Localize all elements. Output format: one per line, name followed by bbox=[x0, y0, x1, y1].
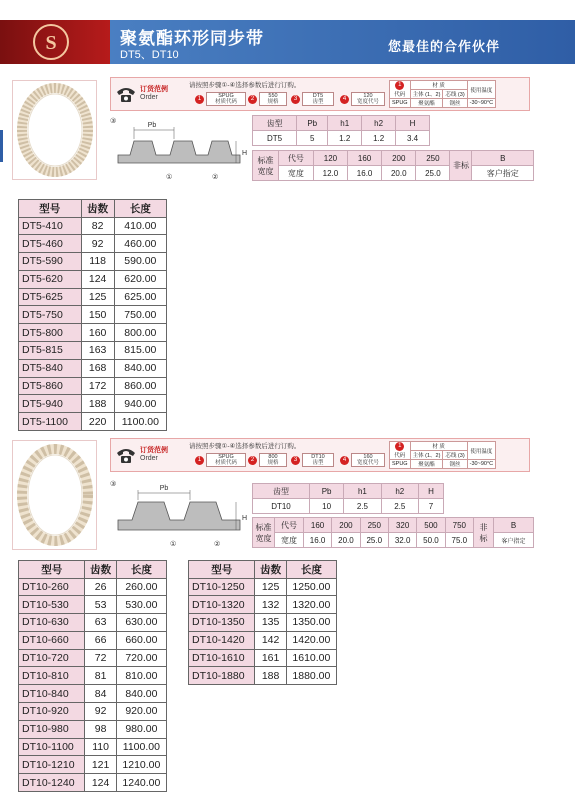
length-cell: 1210.00 bbox=[116, 756, 166, 774]
teeth-cell: 53 bbox=[85, 596, 116, 614]
width-code: 120 bbox=[313, 151, 347, 166]
width-row-label: 宽度 bbox=[279, 166, 314, 181]
table-row bbox=[19, 359, 167, 377]
teeth-cell: 168 bbox=[81, 359, 114, 377]
step-caption: 齿型 bbox=[312, 99, 324, 105]
marker-3: ③ bbox=[110, 118, 117, 125]
nonstd-code: B bbox=[493, 518, 533, 533]
step-number: 1 bbox=[195, 95, 204, 104]
teeth-cell: 72 bbox=[85, 649, 116, 667]
width-value: 25.0 bbox=[360, 533, 388, 548]
width-value: 12.0 bbox=[313, 166, 347, 181]
table-row bbox=[19, 720, 167, 738]
teeth-cell: 26 bbox=[85, 578, 116, 596]
step-caption: 规格 bbox=[267, 460, 279, 466]
marker-2: ② bbox=[212, 174, 219, 181]
teeth-cell: 125 bbox=[81, 288, 114, 306]
teeth-cell: 160 bbox=[81, 324, 114, 342]
table-row bbox=[19, 756, 167, 774]
body-material: 聚氨酯 bbox=[410, 460, 443, 469]
teeth-cell: 124 bbox=[85, 774, 116, 792]
spec-cell: 7 bbox=[418, 499, 443, 514]
teeth-cell: 63 bbox=[85, 614, 116, 632]
col-header-teeth: 齿数 bbox=[81, 200, 114, 218]
model-cell: DT10-1240 bbox=[19, 774, 85, 792]
material-code-header bbox=[390, 81, 411, 99]
step-chip bbox=[302, 92, 334, 106]
spec-header: h2 bbox=[381, 484, 418, 499]
svg-text:S: S bbox=[45, 32, 57, 54]
code-label: 代号 bbox=[279, 151, 314, 166]
table-row bbox=[19, 342, 167, 360]
teeth-cell: 125 bbox=[255, 578, 286, 596]
table-row bbox=[19, 253, 167, 271]
step-caption: 宽度代号 bbox=[356, 99, 379, 105]
length-cell: 1240.00 bbox=[116, 774, 166, 792]
spec-cell: DT5 bbox=[253, 131, 297, 146]
table-row bbox=[19, 306, 167, 324]
model-cell: DT5-800 bbox=[19, 324, 82, 342]
material-header: 材 质 bbox=[410, 81, 467, 90]
step-value: 550 bbox=[268, 93, 278, 99]
spec-cell: 1.2 bbox=[362, 131, 396, 146]
material-header: 材 质 bbox=[410, 442, 467, 451]
pb-label: Pb bbox=[159, 485, 169, 492]
table-row bbox=[19, 395, 167, 413]
page-subtitle: DT5、DT10 bbox=[120, 49, 179, 61]
table-row bbox=[19, 614, 167, 632]
width-code: 200 bbox=[382, 151, 416, 166]
step-number: 1 bbox=[395, 81, 404, 90]
phone-icon bbox=[115, 84, 137, 104]
temp-header: 使用温度 bbox=[467, 442, 495, 460]
width-value: 25.0 bbox=[416, 166, 450, 181]
length-cell: 1320.00 bbox=[286, 596, 336, 614]
width-value: 16.0 bbox=[303, 533, 331, 548]
dt10-model-table-right bbox=[188, 560, 337, 685]
spec-header: h1 bbox=[328, 116, 362, 131]
length-cell: 920.00 bbox=[116, 703, 166, 721]
table-row bbox=[19, 235, 167, 253]
length-cell: 840.00 bbox=[114, 359, 166, 377]
width-code: 250 bbox=[360, 518, 388, 533]
model-cell: DT5-590 bbox=[19, 253, 82, 271]
length-cell: 1250.00 bbox=[286, 578, 336, 596]
width-value: 50.0 bbox=[417, 533, 445, 548]
table-row bbox=[19, 631, 167, 649]
spec-table-dt5 bbox=[252, 115, 430, 146]
model-cell: DT5-815 bbox=[19, 342, 82, 360]
order-instruction: 请按照步骤①-④选择参数后进行订购。 bbox=[189, 443, 301, 450]
width-code: 500 bbox=[417, 518, 445, 533]
spec-header: Pb bbox=[297, 116, 328, 131]
teeth-cell: 110 bbox=[85, 738, 116, 756]
pb-label: Pb bbox=[147, 122, 157, 129]
model-cell: DT10-920 bbox=[19, 703, 85, 721]
page-title: 聚氨酯环形同步带 bbox=[120, 29, 264, 48]
model-cell: DT10-980 bbox=[19, 720, 85, 738]
teeth-cell: 188 bbox=[81, 395, 114, 413]
teeth-cell: 163 bbox=[81, 342, 114, 360]
step-chip bbox=[351, 453, 385, 467]
width-value: 32.0 bbox=[388, 533, 416, 548]
step-number: 4 bbox=[340, 95, 349, 104]
temp-range: -30~90°C bbox=[467, 460, 495, 469]
col-header-model: 型号 bbox=[19, 200, 82, 218]
model-cell: DT10-720 bbox=[19, 649, 85, 667]
length-cell: 1610.00 bbox=[286, 649, 336, 667]
model-cell: DT5-620 bbox=[19, 270, 82, 288]
length-cell: 1100.00 bbox=[114, 413, 166, 431]
col-header-length: 长度 bbox=[114, 200, 166, 218]
body-material: 聚氨酯 bbox=[410, 99, 443, 108]
temp-header: 使用温度 bbox=[467, 81, 495, 99]
table-row bbox=[19, 667, 167, 685]
teeth-cell: 82 bbox=[81, 217, 114, 235]
length-cell: 260.00 bbox=[116, 578, 166, 596]
material-table bbox=[389, 80, 496, 108]
length-cell: 660.00 bbox=[116, 631, 166, 649]
teeth-cell: 84 bbox=[85, 685, 116, 703]
marker-2: ② bbox=[214, 541, 221, 548]
length-cell: 860.00 bbox=[114, 377, 166, 395]
material-code: SPUG bbox=[390, 460, 411, 469]
length-cell: 1880.00 bbox=[286, 667, 336, 685]
step-value: DT5 bbox=[312, 93, 324, 99]
step-number: 3 bbox=[291, 456, 300, 465]
col-header-teeth: 齿数 bbox=[85, 561, 116, 579]
length-cell: 720.00 bbox=[116, 649, 166, 667]
table-row bbox=[19, 377, 167, 395]
step-value: DT10 bbox=[311, 454, 325, 460]
order-example-strip-dt5 bbox=[110, 77, 530, 111]
model-cell: DT10-1350 bbox=[189, 614, 255, 632]
std-width-label: 标准宽度 bbox=[253, 518, 275, 548]
model-cell: DT10-1880 bbox=[189, 667, 255, 685]
spec-cell: 5 bbox=[297, 131, 328, 146]
spec-header: 齿型 bbox=[253, 484, 310, 499]
model-cell: DT10-810 bbox=[19, 667, 85, 685]
step-number: 2 bbox=[248, 456, 257, 465]
teeth-cell: 150 bbox=[81, 306, 114, 324]
step-value: SPUG bbox=[218, 454, 234, 460]
table-row bbox=[189, 614, 337, 632]
model-cell: DT5-940 bbox=[19, 395, 82, 413]
table-row bbox=[19, 649, 167, 667]
step-number: 4 bbox=[340, 456, 349, 465]
core-material: 钢丝 bbox=[443, 99, 467, 108]
teeth-cell: 142 bbox=[255, 631, 286, 649]
width-code: 250 bbox=[416, 151, 450, 166]
width-table-dt5 bbox=[252, 150, 534, 181]
model-cell: DT10-1420 bbox=[189, 631, 255, 649]
spec-header: H bbox=[396, 116, 430, 131]
model-cell: DT5-750 bbox=[19, 306, 82, 324]
teeth-cell: 81 bbox=[85, 667, 116, 685]
body-header: 主体 (1、2) bbox=[410, 451, 443, 460]
width-value: 16.0 bbox=[348, 166, 382, 181]
step-chip bbox=[259, 453, 287, 467]
length-cell: 410.00 bbox=[114, 217, 166, 235]
length-cell: 630.00 bbox=[116, 614, 166, 632]
model-cell: DT10-530 bbox=[19, 596, 85, 614]
table-row bbox=[189, 667, 337, 685]
model-cell: DT5-410 bbox=[19, 217, 82, 235]
step-chip bbox=[351, 92, 385, 106]
col-header-length: 长度 bbox=[286, 561, 336, 579]
model-cell: DT5-460 bbox=[19, 235, 82, 253]
width-value: 20.0 bbox=[332, 533, 360, 548]
model-cell: DT5-840 bbox=[19, 359, 82, 377]
length-cell: 750.00 bbox=[114, 306, 166, 324]
core-header: 芯线 (3) bbox=[443, 90, 467, 99]
spec-cell: 2.5 bbox=[344, 499, 381, 514]
order-label: 订货范例 bbox=[140, 86, 168, 93]
step-value: SPUG bbox=[218, 93, 234, 99]
code-label: 代号 bbox=[275, 518, 304, 533]
step-chip bbox=[259, 92, 287, 106]
step-caption: 材质代码 bbox=[214, 99, 237, 105]
teeth-cell: 98 bbox=[85, 720, 116, 738]
length-cell: 1420.00 bbox=[286, 631, 336, 649]
table-row bbox=[19, 270, 167, 288]
spec-header: Pb bbox=[309, 484, 343, 499]
nonstd-label: 非标 bbox=[450, 151, 472, 181]
material-code: SPUG bbox=[390, 99, 411, 108]
belt-photo-dt10 bbox=[12, 440, 97, 550]
table-row bbox=[189, 596, 337, 614]
marker-3: ③ bbox=[110, 481, 117, 488]
table-row bbox=[19, 596, 167, 614]
nonstd-value: 客户指定 bbox=[472, 166, 534, 181]
step-caption: 齿型 bbox=[312, 460, 324, 466]
core-header: 芯线 (3) bbox=[443, 451, 467, 460]
spec-header: H bbox=[418, 484, 443, 499]
order-example-strip-dt10 bbox=[110, 438, 530, 472]
width-value: 20.0 bbox=[382, 166, 416, 181]
length-cell: 810.00 bbox=[116, 667, 166, 685]
length-cell: 815.00 bbox=[114, 342, 166, 360]
teeth-cell: 135 bbox=[255, 614, 286, 632]
step-number: 1 bbox=[195, 456, 204, 465]
nonstd-label: 非标 bbox=[473, 518, 493, 548]
marker-1: ① bbox=[170, 541, 177, 548]
step-value: 800 bbox=[268, 454, 278, 460]
teeth-cell: 66 bbox=[85, 631, 116, 649]
spec-cell: 2.5 bbox=[381, 499, 418, 514]
step-number: 2 bbox=[248, 95, 257, 104]
teeth-cell: 161 bbox=[255, 649, 286, 667]
order-label-en: Order bbox=[140, 455, 158, 462]
table-row bbox=[19, 703, 167, 721]
width-value: 75.0 bbox=[445, 533, 473, 548]
spec-cell: 3.4 bbox=[396, 131, 430, 146]
length-cell: 620.00 bbox=[114, 270, 166, 288]
col-header-length: 长度 bbox=[116, 561, 166, 579]
material-code-label: 代码 bbox=[394, 453, 406, 459]
model-cell: DT5-625 bbox=[19, 288, 82, 306]
spec-cell: DT10 bbox=[253, 499, 310, 514]
spec-cell: 1.2 bbox=[328, 131, 362, 146]
length-cell: 1100.00 bbox=[116, 738, 166, 756]
teeth-cell: 92 bbox=[85, 703, 116, 721]
tooth-profile-diagram-icon bbox=[108, 478, 248, 553]
table-row bbox=[189, 578, 337, 596]
std-width-label: 标准宽度 bbox=[253, 151, 279, 181]
h-label: H bbox=[242, 515, 248, 522]
step-number: 1 bbox=[395, 442, 404, 451]
teeth-cell: 188 bbox=[255, 667, 286, 685]
step-value: 160 bbox=[363, 454, 373, 460]
model-cell: DT10-630 bbox=[19, 614, 85, 632]
table-row bbox=[19, 738, 167, 756]
teeth-cell: 124 bbox=[81, 270, 114, 288]
length-cell: 980.00 bbox=[116, 720, 166, 738]
table-row bbox=[19, 685, 167, 703]
teeth-cell: 172 bbox=[81, 377, 114, 395]
model-cell: DT10-1320 bbox=[189, 596, 255, 614]
model-cell: DT10-1210 bbox=[19, 756, 85, 774]
step-number: 3 bbox=[291, 95, 300, 104]
body-header: 主体 (1、2) bbox=[410, 90, 443, 99]
nonstd-value: 客户指定 bbox=[493, 533, 533, 548]
width-code: 320 bbox=[388, 518, 416, 533]
spec-table-dt10 bbox=[252, 483, 444, 514]
step-chip bbox=[206, 92, 246, 106]
marker-1: ① bbox=[166, 174, 173, 181]
length-cell: 590.00 bbox=[114, 253, 166, 271]
order-label: 订货范例 bbox=[140, 447, 168, 454]
model-cell: DT10-840 bbox=[19, 685, 85, 703]
step-value: 120 bbox=[363, 93, 373, 99]
dt5-model-table bbox=[18, 199, 167, 431]
teeth-cell: 220 bbox=[81, 413, 114, 431]
col-header-model: 型号 bbox=[19, 561, 85, 579]
spec-header: 齿型 bbox=[253, 116, 297, 131]
model-cell: DT10-1100 bbox=[19, 738, 85, 756]
length-cell: 800.00 bbox=[114, 324, 166, 342]
length-cell: 1350.00 bbox=[286, 614, 336, 632]
step-caption: 宽度代号 bbox=[356, 460, 379, 466]
material-code-header bbox=[390, 442, 411, 460]
table-row bbox=[19, 413, 167, 431]
core-material: 钢丝 bbox=[443, 460, 467, 469]
order-label-en: Order bbox=[140, 94, 158, 101]
spec-header: h2 bbox=[362, 116, 396, 131]
teeth-cell: 92 bbox=[81, 235, 114, 253]
table-row bbox=[19, 288, 167, 306]
side-accent-bar bbox=[0, 130, 3, 162]
material-table bbox=[389, 441, 496, 469]
model-cell: DT5-860 bbox=[19, 377, 82, 395]
width-code: 200 bbox=[332, 518, 360, 533]
table-row bbox=[189, 631, 337, 649]
width-code: 160 bbox=[348, 151, 382, 166]
model-cell: DT10-660 bbox=[19, 631, 85, 649]
table-row bbox=[189, 649, 337, 667]
model-cell: DT5-1100 bbox=[19, 413, 82, 431]
step-chip bbox=[206, 453, 246, 467]
h-label: H bbox=[242, 150, 248, 157]
table-row bbox=[19, 324, 167, 342]
logo-emblem-icon bbox=[30, 21, 72, 63]
step-chip bbox=[302, 453, 334, 467]
table-row bbox=[19, 217, 167, 235]
teeth-cell: 121 bbox=[85, 756, 116, 774]
teeth-cell: 118 bbox=[81, 253, 114, 271]
width-code: 160 bbox=[303, 518, 331, 533]
step-caption: 材质代码 bbox=[214, 460, 237, 466]
belt-photo-icon bbox=[13, 441, 96, 549]
dt10-model-table-left bbox=[18, 560, 167, 792]
model-cell: DT10-1250 bbox=[189, 578, 255, 596]
belt-photo-icon bbox=[13, 81, 96, 179]
table-row bbox=[19, 578, 167, 596]
width-table-dt10 bbox=[252, 517, 534, 548]
spec-cell: 10 bbox=[309, 499, 343, 514]
model-cell: DT10-1610 bbox=[189, 649, 255, 667]
step-caption: 规格 bbox=[267, 99, 279, 105]
col-header-teeth: 齿数 bbox=[255, 561, 286, 579]
order-instruction: 请按照步骤①-④选择参数后进行订购。 bbox=[189, 82, 301, 89]
temp-range: -30~90°C bbox=[467, 99, 495, 108]
tooth-profile-diagram-icon bbox=[108, 113, 248, 188]
width-row-label: 宽度 bbox=[275, 533, 304, 548]
belt-photo-dt5 bbox=[12, 80, 97, 180]
table-row bbox=[19, 774, 167, 792]
model-cell: DT10-260 bbox=[19, 578, 85, 596]
material-code-label: 代码 bbox=[394, 92, 406, 98]
spec-header: h1 bbox=[344, 484, 381, 499]
phone-icon bbox=[115, 445, 137, 465]
length-cell: 840.00 bbox=[116, 685, 166, 703]
length-cell: 530.00 bbox=[116, 596, 166, 614]
length-cell: 460.00 bbox=[114, 235, 166, 253]
nonstd-code: B bbox=[472, 151, 534, 166]
header-slogan: 您最佳的合作伙伴 bbox=[388, 39, 501, 54]
teeth-cell: 132 bbox=[255, 596, 286, 614]
length-cell: 625.00 bbox=[114, 288, 166, 306]
width-code: 750 bbox=[445, 518, 473, 533]
length-cell: 940.00 bbox=[114, 395, 166, 413]
col-header-model: 型号 bbox=[189, 561, 255, 579]
